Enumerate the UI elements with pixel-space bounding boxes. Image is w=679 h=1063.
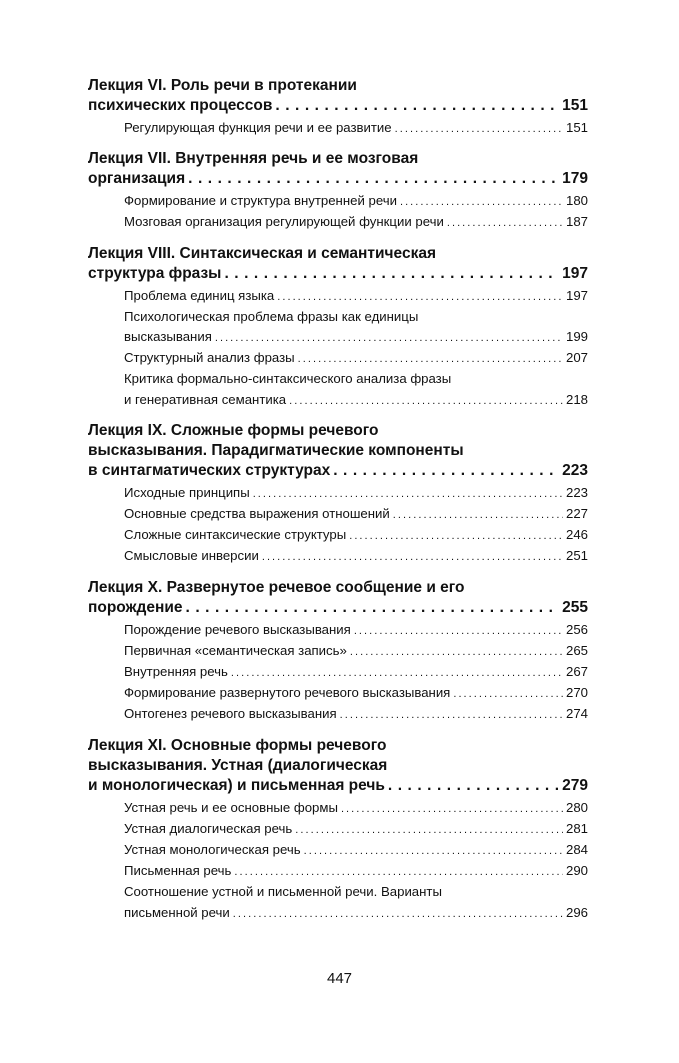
leader-dots bbox=[295, 820, 563, 840]
entry-page-number: 197 bbox=[565, 287, 588, 303]
lecture-title-line: высказывания. Устная (диалогическая bbox=[88, 756, 388, 774]
entry-page-number: 207 bbox=[565, 350, 588, 366]
toc-entry bbox=[124, 191, 588, 212]
leader-dots bbox=[304, 841, 563, 861]
subsection-list bbox=[124, 191, 588, 233]
lecture-page-number: 223 bbox=[562, 461, 588, 479]
toc-lecture bbox=[88, 76, 588, 139]
toc-entry bbox=[124, 286, 588, 307]
lecture-title-line: порождение bbox=[88, 598, 183, 616]
entry-last-line bbox=[124, 861, 588, 882]
entry-last-line bbox=[124, 798, 588, 819]
leader-dots bbox=[388, 776, 559, 796]
entry-title-line: Соотношение устной и письменной речи. Варианты bbox=[124, 884, 442, 900]
entry-page-number: 151 bbox=[565, 120, 588, 135]
toc-entry bbox=[124, 504, 588, 525]
entry-title-line: Внутренняя речь bbox=[124, 664, 228, 680]
entry-last-line bbox=[124, 662, 588, 683]
entry-title-line: письменной речи bbox=[124, 904, 230, 920]
entry-page-number: 199 bbox=[565, 329, 588, 345]
entry-title-line: Письменная речь bbox=[124, 863, 232, 879]
lecture-title-line: Лекция VIII. Синтаксическая и семантическая bbox=[88, 244, 436, 262]
lecture-title-last-line bbox=[88, 96, 588, 116]
entry-last-line bbox=[124, 641, 588, 662]
entry-title-line: Формирование и структура внутренней речи bbox=[124, 193, 397, 209]
toc-entry bbox=[124, 525, 588, 546]
entry-page-number: 223 bbox=[565, 484, 588, 500]
lecture-title-line: организация bbox=[88, 170, 186, 188]
entry-page-number: 180 bbox=[565, 193, 588, 209]
toc-entry bbox=[124, 620, 588, 641]
leader-dots bbox=[215, 328, 563, 348]
leader-dots bbox=[188, 169, 559, 189]
entry-last-line bbox=[124, 286, 588, 307]
entry-page-number: 284 bbox=[565, 842, 588, 858]
lecture-title bbox=[88, 76, 588, 116]
toc-lecture bbox=[88, 244, 588, 411]
subsection-list bbox=[124, 118, 588, 139]
toc-entry bbox=[124, 882, 588, 923]
toc-entry bbox=[124, 861, 588, 882]
entry-title-line: Мозговая организация регулирующей функции речи bbox=[124, 214, 444, 230]
entry-page-number: 187 bbox=[565, 214, 588, 230]
lecture-page-number: 255 bbox=[562, 598, 588, 616]
toc-entry bbox=[124, 840, 588, 861]
entry-last-line bbox=[124, 620, 588, 641]
entry-title-line: Сложные синтаксические структуры bbox=[124, 527, 347, 543]
toc-lecture bbox=[88, 578, 588, 726]
entry-page-number: 280 bbox=[565, 799, 588, 815]
leader-dots bbox=[231, 663, 563, 683]
leader-dots bbox=[349, 526, 563, 546]
entry-title-line: Основные средства выражения отношений bbox=[124, 506, 390, 522]
entry-last-line bbox=[124, 327, 588, 348]
entry-title-line: Критика формально-синтаксического анализа фразы bbox=[124, 371, 452, 387]
lecture-title-line: Лекция VII. Внутренняя речь и ее мозговая bbox=[88, 150, 419, 168]
lecture-title-last-line bbox=[88, 461, 588, 481]
subsection-list bbox=[124, 620, 588, 726]
leader-dots bbox=[289, 391, 563, 411]
entry-last-line bbox=[124, 212, 588, 233]
leader-dots bbox=[354, 621, 563, 641]
entry-last-line bbox=[124, 525, 588, 546]
entry-last-line bbox=[124, 903, 588, 924]
entry-page-number: 290 bbox=[565, 863, 588, 879]
toc-lecture bbox=[88, 421, 588, 568]
subsection-list bbox=[124, 798, 588, 924]
entry-last-line bbox=[124, 483, 588, 504]
toc-entry bbox=[124, 483, 588, 504]
leader-dots bbox=[234, 862, 563, 882]
lecture-title-line: и монологическая) и письменная речь bbox=[88, 776, 385, 794]
entry-title-line: Онтогенез речевого высказывания bbox=[124, 706, 337, 722]
entry-page-number: 227 bbox=[565, 506, 588, 522]
entry-page-number: 218 bbox=[565, 391, 588, 407]
leader-dots bbox=[340, 705, 563, 725]
entry-last-line bbox=[124, 191, 588, 212]
entry-title-line: и генеративная семантика bbox=[124, 391, 287, 407]
leader-dots bbox=[233, 904, 563, 924]
toc-entry bbox=[124, 212, 588, 233]
lecture-title bbox=[88, 578, 588, 618]
entry-last-line bbox=[124, 819, 588, 840]
toc-lecture bbox=[88, 149, 588, 233]
lecture-title-line: в синтагматических структурах bbox=[88, 461, 331, 479]
leader-dots bbox=[393, 505, 563, 525]
lecture-page-number: 197 bbox=[562, 264, 588, 282]
toc-entry bbox=[124, 369, 588, 410]
entry-page-number: 246 bbox=[565, 527, 588, 543]
lecture-page-number: 179 bbox=[562, 170, 588, 188]
entry-page-number: 281 bbox=[565, 820, 588, 836]
toc-entry bbox=[124, 704, 588, 725]
entry-page-number: 296 bbox=[565, 904, 588, 920]
entry-title-line: Первичная «семантическая запись» bbox=[124, 642, 347, 658]
leader-dots bbox=[262, 547, 563, 567]
entry-last-line bbox=[124, 546, 588, 567]
leader-dots bbox=[186, 598, 560, 618]
entry-page-number: 256 bbox=[565, 621, 588, 637]
lecture-title-last-line bbox=[88, 776, 588, 796]
toc-entry bbox=[124, 641, 588, 662]
lecture-title-line: Лекция XI. Основные формы речевого bbox=[88, 736, 387, 754]
entry-last-line bbox=[124, 683, 588, 704]
entry-last-line bbox=[124, 348, 588, 369]
lecture-page-number: 279 bbox=[562, 776, 588, 794]
toc-entry bbox=[124, 118, 588, 139]
entry-title-line: Устная речь и ее основные формы bbox=[124, 799, 338, 815]
leader-dots bbox=[253, 484, 563, 504]
entry-last-line bbox=[124, 390, 588, 411]
lecture-title-last-line bbox=[88, 598, 588, 618]
entry-last-line bbox=[124, 504, 588, 525]
entry-title-line: Устная диалогическая речь bbox=[124, 820, 293, 836]
entry-last-line bbox=[124, 840, 588, 861]
toc-entry bbox=[124, 348, 588, 369]
lecture-title bbox=[88, 149, 588, 189]
subsection-list bbox=[124, 483, 588, 568]
leader-dots bbox=[447, 213, 563, 233]
toc-entry bbox=[124, 546, 588, 567]
lecture-title bbox=[88, 421, 588, 481]
leader-dots bbox=[298, 349, 563, 369]
toc-entry bbox=[124, 819, 588, 840]
leader-dots bbox=[341, 799, 563, 819]
entry-page-number: 251 bbox=[565, 548, 588, 564]
entry-title-line: высказывания bbox=[124, 329, 212, 345]
entry-page-number: 270 bbox=[565, 685, 588, 701]
lecture-title bbox=[88, 244, 588, 284]
toc-entry bbox=[124, 798, 588, 819]
entry-page-number: 267 bbox=[565, 664, 588, 680]
lecture-title bbox=[88, 736, 588, 796]
lecture-title-line: Лекция X. Развернутое речевое сообщение и его bbox=[88, 578, 465, 596]
entry-page-number: 274 bbox=[565, 706, 588, 722]
leader-dots bbox=[350, 642, 563, 662]
toc-entry bbox=[124, 662, 588, 683]
leader-dots bbox=[453, 684, 563, 704]
entry-last-line bbox=[124, 704, 588, 725]
lecture-title-last-line bbox=[88, 264, 588, 284]
entry-page-number: 265 bbox=[565, 642, 588, 658]
entry-title-line: Проблема единиц языка bbox=[124, 287, 275, 303]
lecture-title-line: высказывания. Парадигматические компоненты bbox=[88, 441, 464, 459]
entry-last-line bbox=[124, 118, 588, 139]
lecture-title-line: структура фразы bbox=[88, 264, 222, 282]
entry-title-line: Устная монологическая речь bbox=[124, 842, 301, 858]
lecture-page-number: 151 bbox=[562, 97, 588, 114]
table-of-contents bbox=[88, 76, 588, 934]
leader-dots bbox=[277, 287, 563, 307]
entry-title-line: Исходные принципы bbox=[124, 484, 250, 500]
entry-title-line: Смысловые инверсии bbox=[124, 548, 259, 564]
lecture-title-line: психических процессов bbox=[88, 97, 273, 114]
leader-dots bbox=[333, 461, 559, 481]
toc-lecture bbox=[88, 736, 588, 924]
toc-entry bbox=[124, 307, 588, 348]
leader-dots bbox=[400, 192, 563, 212]
entry-title-line: Порождение речевого высказывания bbox=[124, 621, 351, 637]
entry-title-line: Регулирующая функция речи и ее развитие bbox=[124, 120, 392, 135]
leader-dots bbox=[224, 264, 559, 284]
subsection-list bbox=[124, 286, 588, 411]
lecture-title-line: Лекция VI. Роль речи в протекании bbox=[88, 77, 357, 94]
entry-title-line: Психологическая проблема фразы как единицы bbox=[124, 308, 419, 324]
entry-title-line: Структурный анализ фразы bbox=[124, 350, 295, 366]
leader-dots bbox=[395, 119, 563, 139]
lecture-title-last-line bbox=[88, 169, 588, 189]
lecture-title-line: Лекция IX. Сложные формы речевого bbox=[88, 421, 379, 439]
page-number: 447 bbox=[326, 970, 353, 987]
toc-entry bbox=[124, 683, 588, 704]
entry-title-line: Формирование развернутого речевого высказывания bbox=[124, 685, 451, 701]
leader-dots bbox=[275, 96, 559, 116]
